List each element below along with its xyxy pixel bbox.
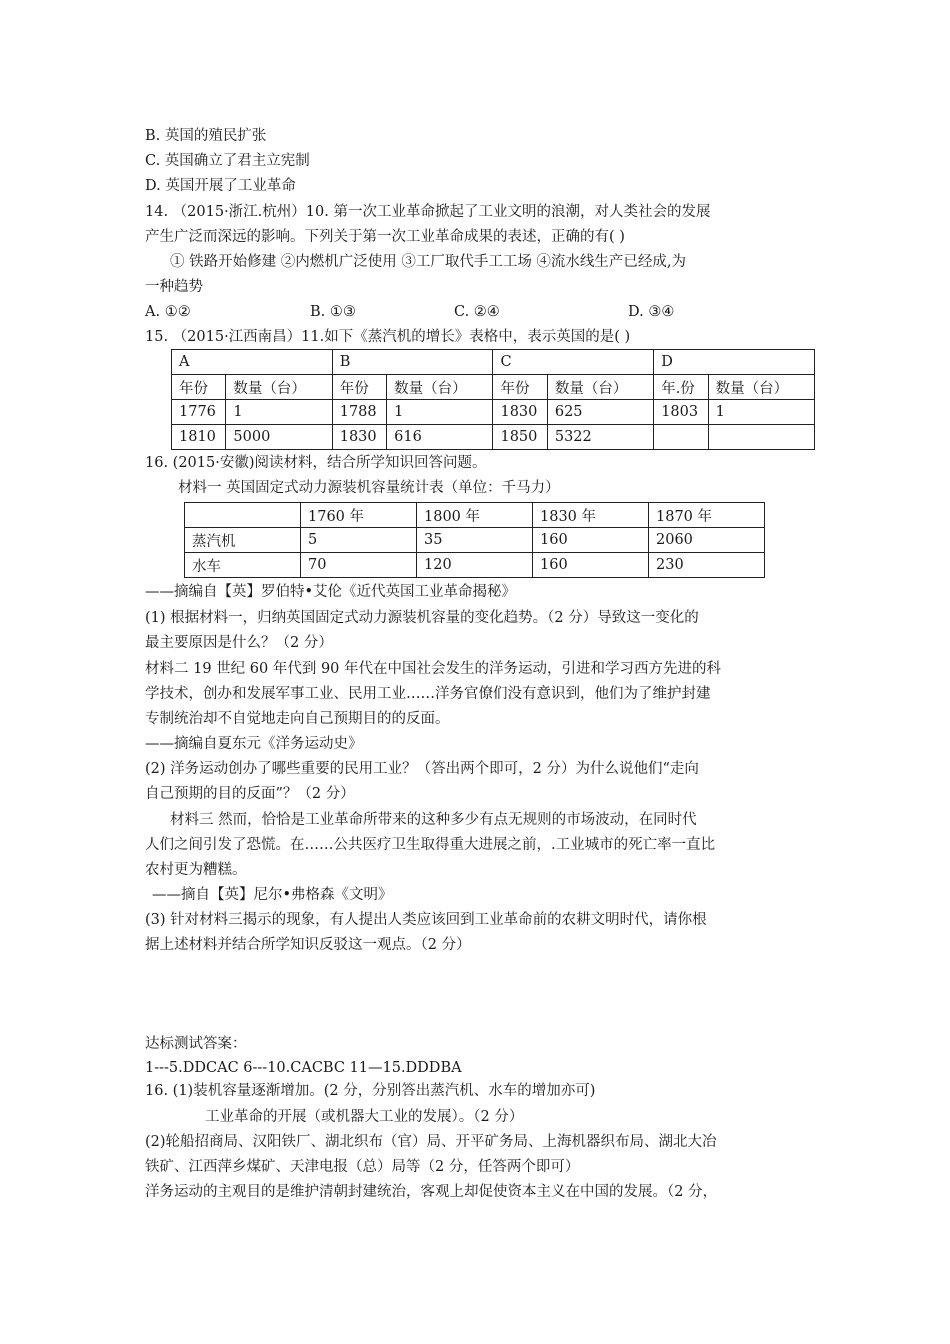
table-cell: 2060 — [649, 528, 765, 553]
q14-line4: 一种趋势 — [145, 279, 203, 295]
table-cell — [708, 425, 814, 450]
q14-line1: 14. （2015·浙江.杭州）10. 第一次工业革命掀起了工业文明的浪潮，对人类社会的发展 — [145, 204, 711, 220]
table-cell: 5322 — [547, 425, 653, 450]
answers-line3: 工业革命的开展（或机器大工业的发展）。（2 分） — [205, 1109, 524, 1125]
table-cell: 120 — [417, 553, 533, 578]
q16-part2-line2: 自己预期的目的反面”？（2 分） — [145, 786, 355, 802]
source3: ——摘自【英】尼尔•弗格森《文明》 — [152, 887, 393, 903]
table-corner-cell — [185, 503, 301, 528]
table-cell: 1 — [387, 400, 493, 425]
table-cell: 35 — [417, 528, 533, 553]
q16-part3-line2: 据上述材料并结合所学知识反驳这一观点。（2 分） — [145, 937, 471, 953]
table-row — [172, 375, 815, 400]
power-capacity-table — [184, 502, 765, 578]
group-label: D — [654, 350, 815, 375]
table-cell: 160 — [533, 553, 649, 578]
source2: ——摘编自夏东元《洋务运动史》 — [145, 736, 363, 752]
table-cell: 1 — [708, 400, 814, 425]
table-header-cell: 数量（台） — [547, 375, 653, 400]
answers-line4: (2)轮船招商局、汉阳铁厂、湖北织布（官）局、开平矿务局、上海机器织布局、湖北大冶 — [145, 1134, 717, 1150]
table-row — [172, 400, 815, 425]
option-c: C. 英国确立了君主立宪制 — [145, 153, 310, 169]
table-cell: 1776 — [172, 400, 226, 425]
material3-line2: 人们之间引发了恐慌。在……公共医疗卫生取得重大进展之前，.工业城市的死亡率一直比 — [145, 837, 716, 853]
q16-stem: 16. (2015·安徽)阅读材料，结合所学知识回答问题。 — [145, 455, 487, 471]
table-cell: 1810 — [172, 425, 226, 450]
group-label: A — [172, 350, 333, 375]
table-row-label: 蒸汽机 — [185, 528, 301, 553]
table-header-cell: 年.份 — [654, 375, 708, 400]
table-cell: 625 — [547, 400, 653, 425]
table-cell: 1850 — [493, 425, 547, 450]
q16-part3-line1: (3) 针对材料三揭示的现象，有人提出人类应该回到工业革命前的农耕文明时代，请你根 — [145, 912, 707, 928]
table-cell: 5 — [301, 528, 417, 553]
material3-line3: 农村更为糟糕。 — [145, 862, 247, 878]
table-header-cell: 数量（台） — [387, 375, 493, 400]
table-header-cell: 1760 年 — [301, 503, 417, 528]
table-header-cell: 1870 年 — [649, 503, 765, 528]
table-header-cell: 年份 — [493, 375, 547, 400]
table-header-cell: 年份 — [172, 375, 226, 400]
table-cell: 1830 — [332, 425, 386, 450]
material3-line1: 材料三 然而，恰恰是工业革命所带来的这种多少有点无规则的市场波动，在同时代 — [170, 812, 697, 828]
answers-line5: 铁矿、江西萍乡煤矿、天津电报（总）局等（2 分，任答两个即可） — [145, 1159, 580, 1175]
q16-part1-line2: 最主要原因是什么？（2 分） — [145, 635, 333, 651]
q16-part1-line1: (1) 根据材料一，归纳英国固定式动力源装机容量的变化趋势。（2 分）导致这一变化的 — [145, 610, 699, 626]
option-d: D. 英国开展了工业革命 — [145, 178, 296, 194]
table-row — [172, 425, 815, 450]
table-row — [185, 503, 765, 528]
answers-line1: 1---5.DDCAC 6---10.CACBC 11—15.DDDBA — [145, 1060, 462, 1076]
table-row — [185, 553, 765, 578]
table-header-cell: 数量（台） — [708, 375, 814, 400]
answers-line2: 16. (1)装机容量逐渐增加。(2 分，分别答出蒸汽机、水车的增加亦可) — [145, 1083, 596, 1099]
table-cell: 1788 — [332, 400, 386, 425]
q14-option-d: D. ③④ — [628, 304, 675, 320]
steam-engine-table — [171, 349, 815, 450]
table-cell: 160 — [533, 528, 649, 553]
q14-line2: 产生广泛而深远的影响。下列关于第一次工业革命成果的表述，正确的有( ) — [145, 229, 625, 245]
q16-part2-line1: (2) 洋务运动创办了哪些重要的民用工业？（答出两个即可，2 分）为什么说他们“走向 — [145, 761, 699, 777]
table-cell: 1 — [226, 400, 332, 425]
table-cell: 5000 — [226, 425, 332, 450]
table-cell: 230 — [649, 553, 765, 578]
table-header-cell: 数量（台） — [226, 375, 332, 400]
table-header-cell: 1830 年 — [533, 503, 649, 528]
q14-option-a: A. ①② — [145, 304, 191, 320]
table-row-label: 水车 — [185, 553, 301, 578]
material2-line3: 专制统治却不自觉地走向自己预期目的的反面。 — [145, 711, 450, 727]
source1: ——摘编自【英】罗伯特•艾伦《近代英国工业革命揭秘》 — [145, 584, 517, 600]
table-header-cell: 年份 — [332, 375, 386, 400]
table-cell: 1830 — [493, 400, 547, 425]
q14-option-b: B. ①③ — [310, 304, 356, 320]
material2-line1: 材料二 19 世纪 60 年代到 90 年代在中国社会发生的洋务运动，引进和学习西方先进的科 — [145, 661, 722, 677]
answers-title: 达标测试答案： — [145, 1036, 247, 1052]
material1-title: 材料一 英国固定式动力源装机容量统计表（单位：千马力） — [178, 480, 560, 496]
q15-stem: 15. （2015·江西南昌）11.如下《蒸汽机的增长》表格中，表示英国的是( ) — [145, 329, 631, 345]
table-cell — [654, 425, 708, 450]
option-b: B. 英国的殖民扩张 — [145, 128, 267, 144]
group-label: C — [493, 350, 654, 375]
table-cell: 616 — [387, 425, 493, 450]
table-header-cell: 1800 年 — [417, 503, 533, 528]
material2-line2: 学技术，创办和发展军事工业、民用工业……洋务官僚们没有意识到，他们为了维护封建 — [145, 686, 711, 702]
table-row — [172, 350, 815, 375]
table-row — [185, 528, 765, 553]
q14-line3: ① 铁路开始修建 ②内燃机广泛使用 ③工厂取代手工工场 ④流水线生产已经成,为 — [170, 254, 687, 270]
answers-line6: 洋务运动的主观目的是维护清朝封建统治，客观上却促使资本主义在中国的发展。（2 分， — [145, 1184, 718, 1200]
group-label: B — [332, 350, 493, 375]
table-cell: 70 — [301, 553, 417, 578]
table-cell: 1803 — [654, 400, 708, 425]
q14-option-c: C. ②④ — [454, 304, 500, 320]
